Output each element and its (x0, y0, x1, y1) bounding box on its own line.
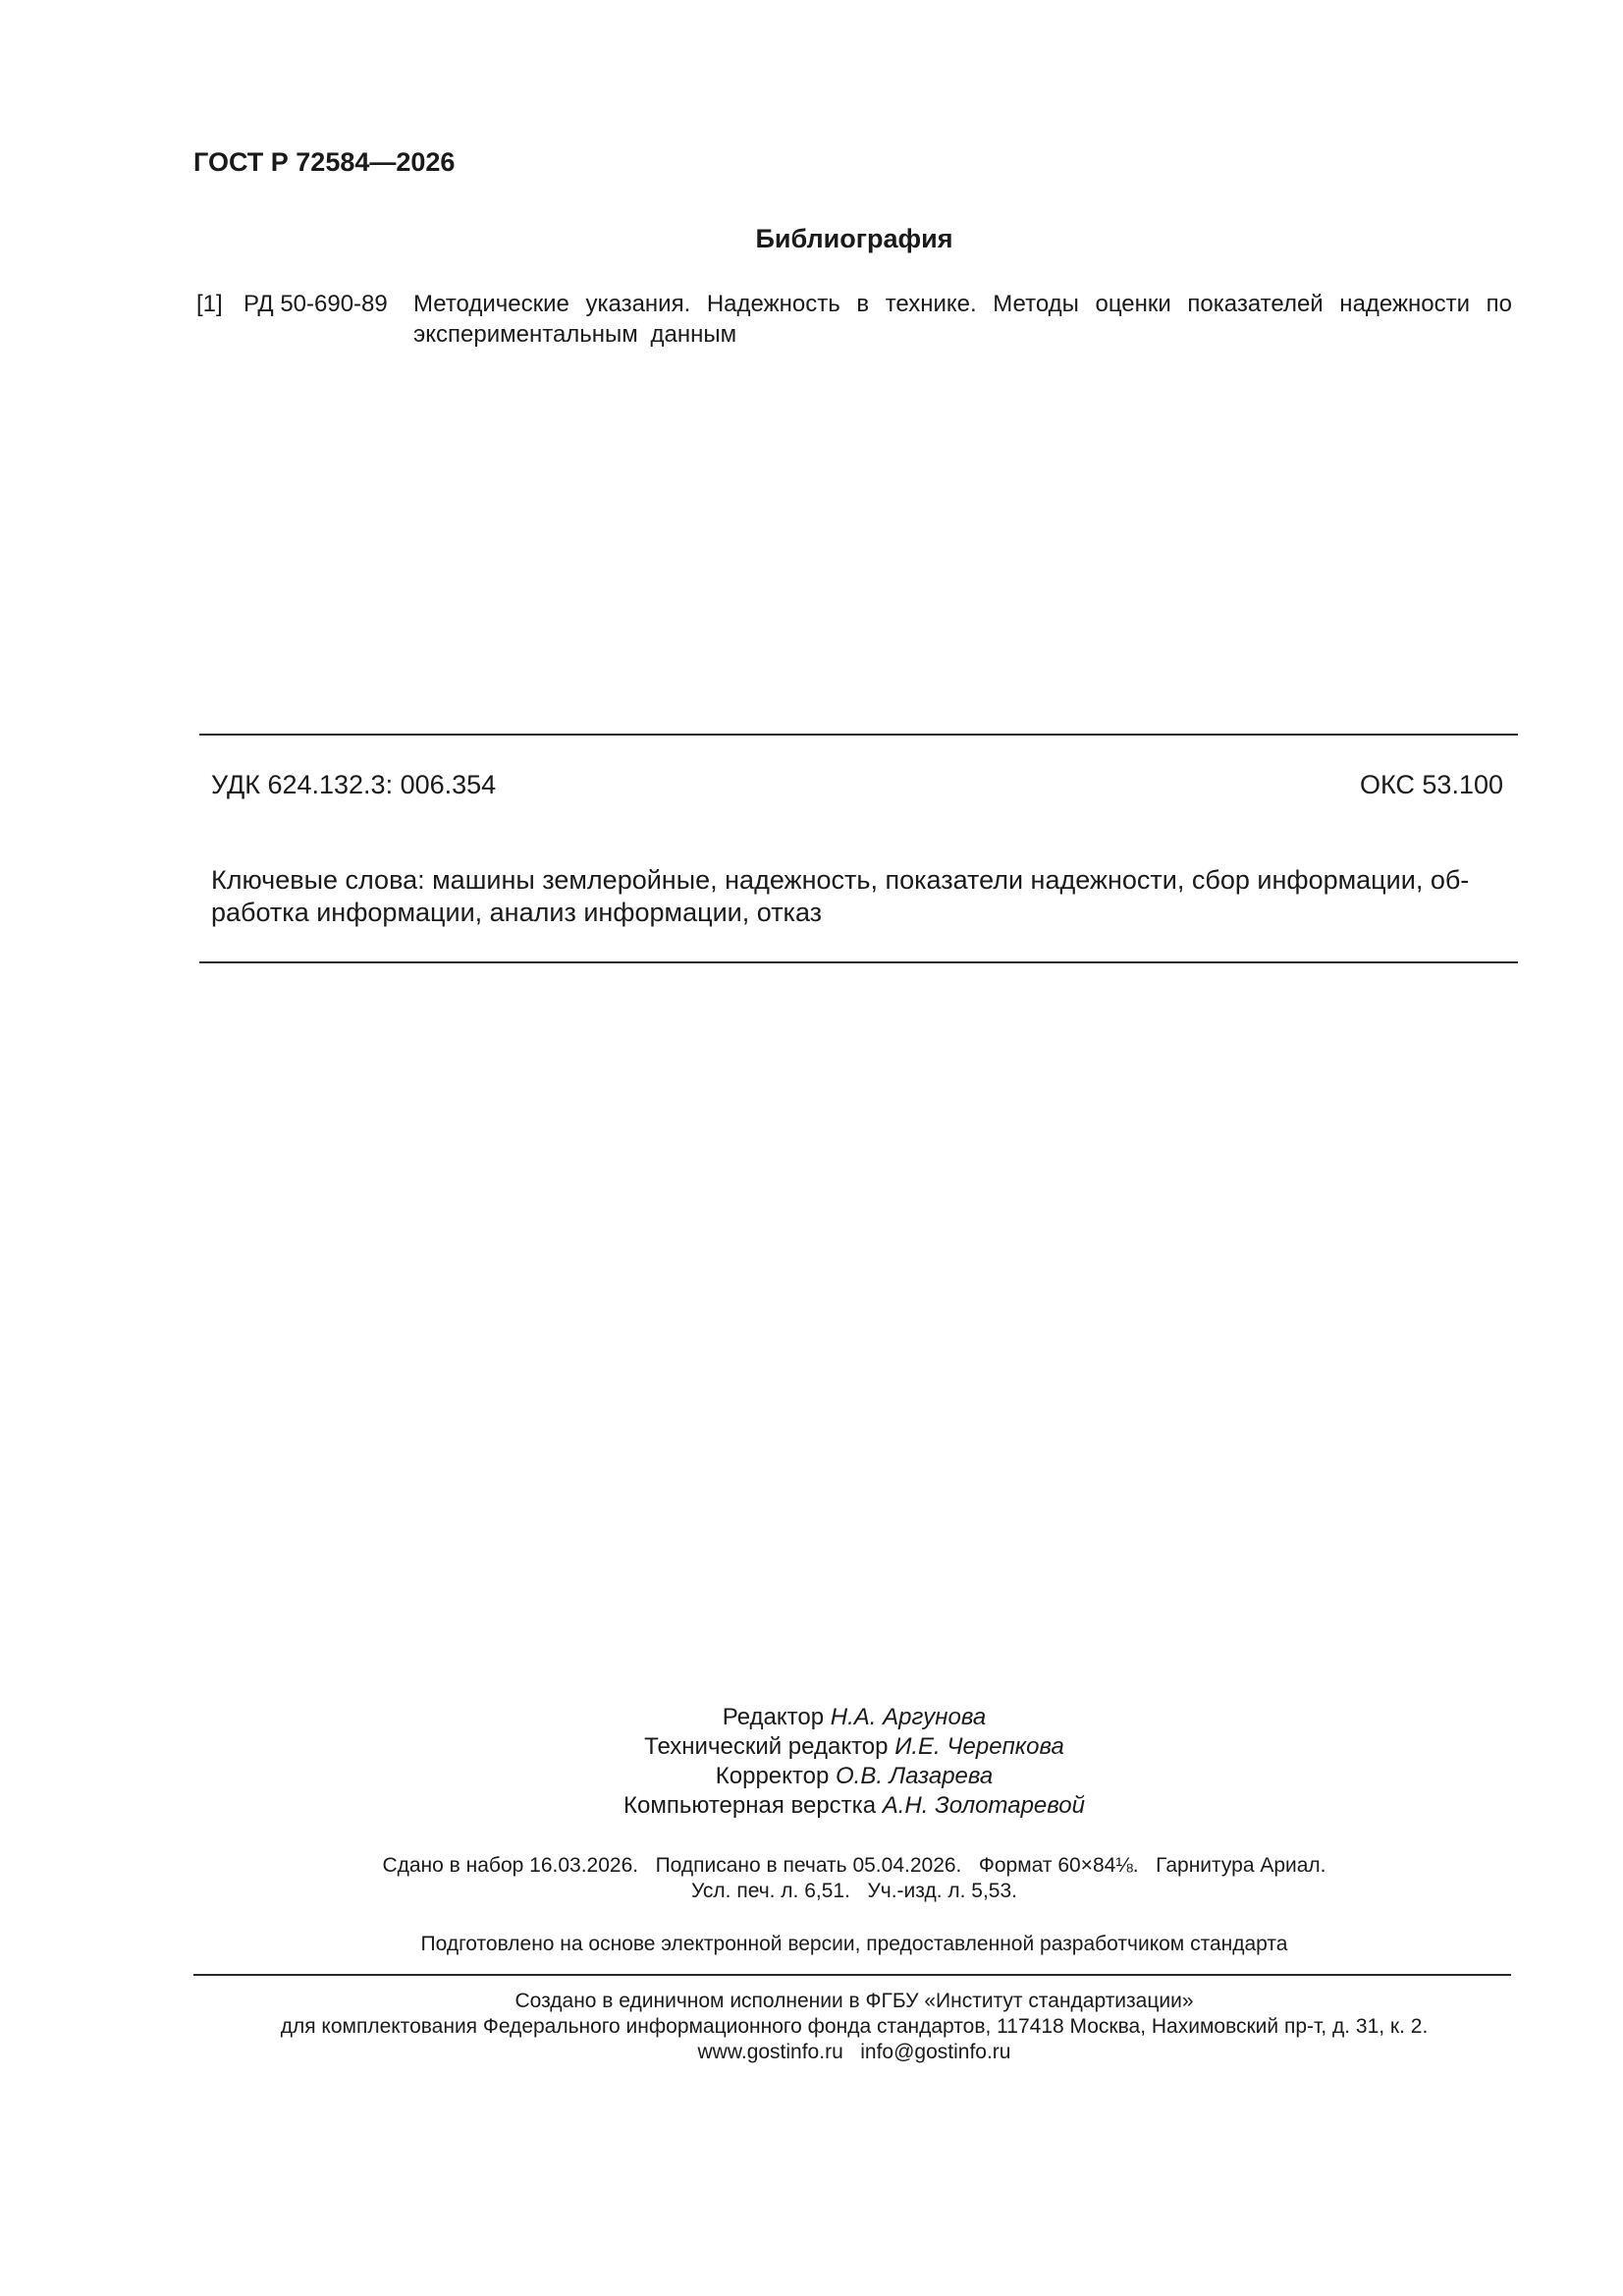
credit-layout-role: Компьютерная верстка (623, 1792, 877, 1819)
bibliography-title: Библиография (755, 224, 953, 253)
divider-footer (193, 1974, 1511, 1976)
print-info-line-2: Усл. печ. л. 6,51. Уч.-изд. л. 5,53. (690, 1880, 1017, 1902)
credit-layout (0, 1791, 1623, 1821)
oks-code: ОКС 53.100 (1359, 770, 1503, 799)
credit-layout-name: А.Н. Золотаревой (882, 1792, 1085, 1819)
credits-block (0, 1703, 1623, 1821)
print-info (0, 1853, 1623, 1904)
footer-line-1: Создано в единичном исполнении в ФГБУ «Институт стандартизации» (514, 1990, 1194, 2012)
bibliography-entry-number: [1] (196, 291, 223, 317)
print-info-line-1: Сдано в набор 16.03.2026. Подписано в печать 05.04.2026. Формат 60×84⅛. Гарнитура Ариал. (382, 1854, 1326, 1877)
footer-line-3: www.gostinfo.ru info@gostinfo.ru (697, 2041, 1011, 2063)
divider-keywords (199, 961, 1518, 963)
footer-line-2: для комплектования Федерального информационного фонда стандартов, 117418 Москва, Нахимовский пр-т, д. 31, к. 2. (280, 2015, 1429, 2038)
credit-proofreader-name: О.В. Лазарева (836, 1763, 994, 1789)
bibliography-entry-text: Методические указания. Надежность в технике. Методы оценки показателей надежности по экспериментальным данным (413, 291, 1512, 348)
publisher-footer (0, 1989, 1623, 2065)
credit-tech-editor-name: И.Е. Черепкова (894, 1733, 1064, 1760)
prepared-note: Подготовлено на основе электронной версии, предоставленной разработчиком стандарта (420, 1933, 1288, 1955)
credit-tech-editor-role: Технический редактор (644, 1733, 889, 1760)
divider-top (199, 734, 1518, 736)
credit-editor-name: Н.А. Аргунова (830, 1704, 987, 1730)
keywords: Ключевые слова: машины землеройные, надежность, показатели надежности, сбор информации, об-работка информации, анализ информации, отказ (211, 865, 1470, 927)
credit-proofreader-role: Корректор (715, 1763, 830, 1789)
credit-proofreader (0, 1762, 1623, 1791)
credit-tech-editor (0, 1732, 1623, 1762)
udk-code: УДК 624.132.3: 006.354 (211, 770, 497, 799)
credit-editor (0, 1703, 1623, 1732)
credit-editor-role: Редактор (722, 1704, 825, 1730)
standard-code: ГОСТ Р 72584—2026 (193, 147, 456, 177)
bibliography-entry-document: РД 50-690-89 (243, 291, 388, 317)
